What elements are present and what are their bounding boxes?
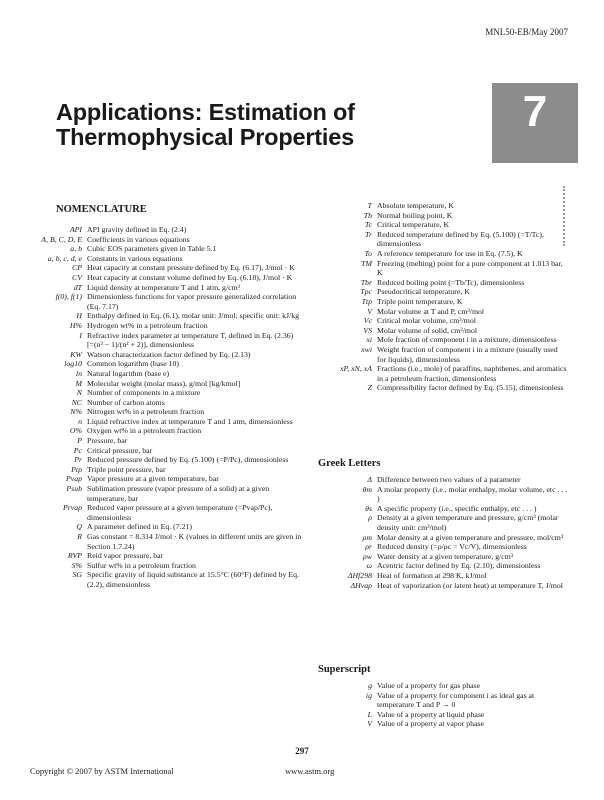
nomenclature-symbol: P bbox=[77, 436, 82, 446]
greek-letter-symbol: ρ bbox=[368, 513, 372, 523]
nomenclature-definition: Freezing (melting) point for a pure component at 1.013 bar, K bbox=[377, 258, 563, 278]
nomenclature-symbol: xwi bbox=[361, 344, 372, 354]
greek-letter-entry bbox=[318, 552, 568, 562]
nomenclature-symbol: n bbox=[78, 416, 82, 426]
nomenclature-definition: Critical temperature, K bbox=[377, 220, 450, 230]
greek-letter-definition: A specific property (i.e., specific enthalpy, etc . . . ) bbox=[377, 503, 537, 513]
superscript-heading: Superscript bbox=[318, 664, 371, 675]
chapter-number: 7 bbox=[522, 87, 548, 136]
greek-letter-entry bbox=[318, 504, 568, 514]
nomenclature-symbol: ln bbox=[75, 368, 82, 378]
nomenclature-symbol: S% bbox=[71, 560, 82, 570]
nomenclature-definition: Coefficients in various equations bbox=[87, 234, 190, 244]
copyright-notice: Copyright © 2007 by ASTM International bbox=[30, 766, 174, 776]
nomenclature-symbol: CP bbox=[72, 263, 82, 273]
nomenclature-symbol: SG bbox=[72, 570, 82, 580]
nomenclature-definition: A reference temperature for use in Eq. (7.5), K bbox=[377, 248, 523, 258]
nomenclature-left-list bbox=[30, 225, 302, 590]
greek-letters-heading: Greek Letters bbox=[318, 458, 381, 469]
greek-letter-symbol: ρw bbox=[363, 551, 372, 561]
nomenclature-entry bbox=[30, 426, 302, 436]
greek-letter-definition: Reduced density (=ρ/ρc = Vc/V), dimensionless bbox=[377, 542, 527, 552]
nomenclature-entry bbox=[318, 230, 568, 249]
nomenclature-symbol: Psub bbox=[66, 484, 82, 494]
nomenclature-symbol: CV bbox=[72, 272, 82, 282]
nomenclature-definition: Sulfur wt% in a petroleum fraction bbox=[87, 560, 196, 570]
document-id: MNL50-EB/May 2007 bbox=[485, 27, 568, 37]
nomenclature-definition: Mole fraction of component i in a mixture, dimensionless bbox=[377, 335, 557, 345]
nomenclature-definition: Molar volume at T and P, cm³/mol bbox=[377, 306, 485, 316]
nomenclature-entry bbox=[318, 307, 568, 317]
nomenclature-entry bbox=[318, 335, 568, 345]
nomenclature-definition: Molar volume of solid, cm³/mol bbox=[377, 325, 478, 335]
nomenclature-entry bbox=[30, 561, 302, 571]
superscript-definition: Value of a property at liquid phase bbox=[377, 709, 485, 719]
superscript-definition: Value of a property at vapor phase bbox=[377, 719, 484, 729]
nomenclature-entry bbox=[30, 311, 302, 321]
nomenclature-definition: Reduced temperature defined by Eq. (5.100) (=T/Tc), dimensionless bbox=[377, 229, 544, 249]
nomenclature-entry bbox=[318, 211, 568, 221]
nomenclature-symbol: RVP bbox=[67, 551, 82, 561]
greek-letter-entry bbox=[318, 561, 568, 571]
nomenclature-symbol: Z bbox=[367, 383, 372, 393]
nomenclature-entry bbox=[30, 321, 302, 331]
nomenclature-symbol: Tr bbox=[365, 229, 372, 239]
greek-letter-definition: Heat of formation at 298 K, kJ/mol bbox=[377, 570, 487, 580]
nomenclature-definition: Reduced boiling point (=Tb/Tc), dimensionless bbox=[377, 277, 525, 287]
nomenclature-entry bbox=[30, 407, 302, 417]
greek-letter-symbol: ρm bbox=[362, 532, 372, 542]
nomenclature-symbol: H% bbox=[69, 320, 82, 330]
nomenclature-definition: Natural logarithm (base e) bbox=[87, 368, 170, 378]
nomenclature-entry bbox=[318, 220, 568, 230]
nomenclature-entry bbox=[30, 379, 302, 389]
nomenclature-definition: Normal boiling point, K bbox=[377, 210, 453, 220]
nomenclature-entry bbox=[30, 465, 302, 475]
nomenclature-definition: Reduced pressure defined by Eq. (5.100) (=P/Pc), dimensionless bbox=[87, 455, 289, 465]
nomenclature-definition: Triple point temperature, K bbox=[377, 296, 463, 306]
nomenclature-entry bbox=[30, 369, 302, 379]
greek-letter-entry bbox=[318, 485, 568, 504]
nomenclature-definition: Critical pressure, bar bbox=[87, 445, 153, 455]
superscript-entry bbox=[318, 710, 568, 720]
nomenclature-symbol: a, b bbox=[70, 244, 82, 254]
nomenclature-symbol: Ptp bbox=[71, 464, 82, 474]
nomenclature-symbol: VS bbox=[363, 325, 372, 335]
nomenclature-symbol: Tb bbox=[363, 210, 372, 220]
nomenclature-symbol: H bbox=[76, 311, 82, 321]
greek-letter-definition: Molar density at a given temperature and pressure, mol/cm³ bbox=[377, 532, 564, 542]
greek-letter-definition: Water density at a given temperature, g/cm³ bbox=[377, 551, 514, 561]
nomenclature-symbol: Q bbox=[76, 522, 82, 532]
nomenclature-definition: Hydrogen wt% in a petroleum fraction bbox=[87, 320, 208, 330]
superscript-list bbox=[318, 681, 568, 729]
greek-letter-definition: Acentric factor defined by Eq. (2.10), dimensionless bbox=[377, 561, 541, 571]
greek-letter-entry bbox=[318, 542, 568, 552]
nomenclature-entry bbox=[30, 446, 302, 456]
nomenclature-definition: Fractions (i.e., mole) of paraffins, naphthenes, and aromatics in a petroleum fraction, dimensionless bbox=[377, 364, 567, 383]
greek-letter-entry bbox=[318, 581, 568, 591]
nomenclature-symbol: xi bbox=[366, 335, 372, 345]
superscript-entry bbox=[318, 719, 568, 729]
nomenclature-symbol: Pvap bbox=[65, 474, 82, 484]
nomenclature-definition: Molecular weight (molar mass), g/mol [kg/kmol] bbox=[87, 378, 241, 388]
greek-letter-entry bbox=[318, 533, 568, 543]
nomenclature-definition: Dimensionless functions for vapor pressure generalized correlation (Eq. 7.17) bbox=[87, 292, 297, 311]
nomenclature-symbol: To bbox=[364, 248, 372, 258]
nomenclature-entry bbox=[30, 331, 302, 350]
nomenclature-definition: Liquid refractive index at temperature T and 1 atm, dimensionless bbox=[87, 416, 293, 426]
nomenclature-entry bbox=[30, 292, 302, 311]
nomenclature-symbol: TM bbox=[361, 258, 372, 268]
nomenclature-symbol: Tpc bbox=[360, 287, 372, 297]
superscript-symbol: V bbox=[367, 719, 372, 729]
nomenclature-definition: Watson characterization factor defined by Eq. (2.13) bbox=[87, 349, 251, 359]
nomenclature-definition: Specific gravity of liquid substance at 15.5°C (60°F) defined by Eq. (2.2), dimensionless bbox=[87, 570, 299, 589]
nomenclature-symbol: I bbox=[79, 330, 82, 340]
nomenclature-symbol: Tbr bbox=[360, 277, 372, 287]
greek-letter-symbol: ω bbox=[366, 561, 372, 571]
nomenclature-definition: Reduced vapor pressure at a given temperature (=Pvap/Pc), dimensionless bbox=[87, 503, 273, 522]
nomenclature-definition: Cubic EOS parameters given in Table 5.1 bbox=[87, 244, 217, 254]
nomenclature-definition: Pressure, bar bbox=[87, 436, 128, 446]
nomenclature-entry bbox=[30, 350, 302, 360]
nomenclature-definition: Absolute temperature, K bbox=[377, 201, 454, 210]
nomenclature-entry bbox=[30, 273, 302, 283]
nomenclature-entry bbox=[30, 503, 302, 522]
superscript-definition: Value of a property for gas phase bbox=[377, 681, 481, 690]
nomenclature-definition: Enthalpy defined in Eq. (6.1), molar unit: J/mol; specific unit: kJ/kg bbox=[87, 311, 299, 321]
nomenclature-entry bbox=[30, 551, 302, 561]
nomenclature-entry bbox=[30, 225, 302, 235]
greek-letter-definition: Density at a given temperature and pressure, g/cm³ (molar density unit: cm³/mol) bbox=[377, 513, 559, 532]
nomenclature-entry bbox=[30, 417, 302, 427]
nomenclature-definition: Reid vapor pressure, bar bbox=[87, 551, 164, 561]
greek-letter-entry bbox=[318, 475, 568, 485]
nomenclature-entry bbox=[30, 474, 302, 484]
nomenclature-symbol: Prvap bbox=[62, 503, 82, 513]
superscript-symbol: g bbox=[368, 681, 372, 690]
nomenclature-entry bbox=[30, 254, 302, 264]
nomenclature-definition: A parameter defined in Eq. (7.21) bbox=[87, 522, 193, 532]
nomenclature-symbol: API bbox=[69, 225, 82, 234]
nomenclature-entry bbox=[30, 359, 302, 369]
superscript-definition: Value of a property for component i as ideal gas at temperature T and P → 0 bbox=[377, 690, 535, 710]
nomenclature-entry bbox=[318, 326, 568, 336]
nomenclature-definition: Heat capacity at constant volume defined by Eq. (6.18), J/mol · K bbox=[87, 272, 293, 282]
greek-letter-definition: Difference between two values of a parameter bbox=[377, 475, 521, 484]
nomenclature-entry bbox=[30, 235, 302, 245]
nomenclature-definition: Constants in various equations bbox=[87, 253, 183, 263]
nomenclature-symbol: N bbox=[76, 388, 82, 398]
nomenclature-entry bbox=[318, 201, 568, 211]
nomenclature-entry bbox=[318, 259, 568, 278]
nomenclature-symbol: dT bbox=[73, 282, 82, 292]
nomenclature-symbol: M bbox=[75, 378, 82, 388]
nomenclature-entry bbox=[30, 244, 302, 254]
nomenclature-symbol: T bbox=[367, 201, 372, 210]
nomenclature-symbol: xP, xN, xA bbox=[340, 364, 372, 374]
greek-letter-symbol: θs bbox=[365, 503, 372, 513]
nomenclature-entry bbox=[30, 436, 302, 446]
nomenclature-definition: Pseudocritical temperature, K bbox=[377, 287, 470, 297]
greek-letter-definition: A molar property (i.e., molar enthalpy, molar volume, etc . . . ) bbox=[377, 484, 568, 504]
nomenclature-symbol: Pr bbox=[74, 455, 82, 465]
nomenclature-definition: Gas constant = 8.314 J/mol · K (values in different units are given in Section 1.7.24) bbox=[87, 532, 302, 551]
nomenclature-entry bbox=[30, 570, 302, 589]
nomenclature-entry bbox=[318, 345, 568, 364]
nomenclature-definition: Triple point pressure, bar bbox=[87, 464, 166, 474]
greek-letters-list bbox=[318, 475, 568, 590]
nomenclature-symbol: f(0), f(1) bbox=[55, 292, 82, 302]
nomenclature-definition: Heat capacity at constant pressure defined by Eq. (6.17), J/mol · K bbox=[87, 263, 295, 273]
nomenclature-symbol: Vc bbox=[363, 316, 372, 326]
greek-letter-symbol: ΔHvap bbox=[350, 580, 372, 590]
nomenclature-symbol: V bbox=[367, 306, 372, 316]
nomenclature-symbol: A, B, C, D, E bbox=[41, 234, 82, 244]
nomenclature-entry bbox=[318, 383, 568, 393]
greek-letter-definition: Heat of vaporization (or latent heat) at temperature T, J/mol bbox=[377, 580, 563, 590]
nomenclature-definition: Number of components in a mixture bbox=[87, 388, 201, 398]
greek-letter-symbol: θm bbox=[362, 484, 372, 494]
superscript-entry bbox=[318, 681, 568, 691]
nomenclature-entry bbox=[30, 455, 302, 465]
superscript-entry bbox=[318, 691, 568, 710]
nomenclature-symbol: O% bbox=[69, 426, 82, 436]
nomenclature-definition: Nitrogen wt% in a petroleum fraction bbox=[87, 407, 205, 417]
nomenclature-entry bbox=[30, 484, 302, 503]
nomenclature-definition: Liquid density at temperature T and 1 atm, g/cm³ bbox=[87, 282, 240, 292]
nomenclature-entry bbox=[30, 263, 302, 273]
nomenclature-entry bbox=[30, 398, 302, 408]
nomenclature-definition: Weight fraction of component i in a mixture (usually used for liquids), dimensionless bbox=[377, 344, 558, 364]
website-url: www.astm.org bbox=[285, 766, 335, 776]
superscript-symbol: ig bbox=[365, 690, 372, 700]
nomenclature-definition: Number of carbon atoms bbox=[87, 397, 165, 407]
greek-letter-symbol: ΔHf298 bbox=[347, 570, 372, 580]
nomenclature-symbol: a, b, c, d, e bbox=[47, 253, 82, 263]
nomenclature-entry bbox=[30, 532, 302, 551]
nomenclature-entry bbox=[30, 522, 302, 532]
nomenclature-symbol: Ttp bbox=[361, 296, 372, 306]
nomenclature-entry bbox=[30, 388, 302, 398]
nomenclature-symbol: R bbox=[77, 532, 82, 541]
nomenclature-definition: Vapor pressure at a given temperature, bar bbox=[87, 474, 219, 484]
nomenclature-definition: API gravity defined in Eq. (2.4) bbox=[87, 225, 187, 234]
nomenclature-entry bbox=[318, 297, 568, 307]
chapter-number-box bbox=[492, 83, 578, 163]
nomenclature-entry bbox=[318, 278, 568, 288]
nomenclature-entry bbox=[318, 364, 568, 383]
nomenclature-symbol: N% bbox=[70, 407, 82, 417]
nomenclature-right-list bbox=[318, 201, 568, 393]
nomenclature-definition: Oxygen wt% in a petroleum fraction bbox=[87, 426, 202, 436]
chapter-title: Applications: Estimation of Thermophysical Properties bbox=[56, 99, 355, 150]
nomenclature-definition: Sublimation pressure (vapor pressure of a solid) at a given temperature, bar bbox=[87, 484, 270, 503]
nomenclature-entry bbox=[318, 316, 568, 326]
greek-letter-entry bbox=[318, 513, 568, 532]
superscript-symbol: L bbox=[367, 709, 372, 719]
nomenclature-entry bbox=[30, 283, 302, 293]
nomenclature-entry bbox=[318, 249, 568, 259]
nomenclature-symbol: Tc bbox=[364, 220, 372, 230]
nomenclature-definition: Common logarithm (base 10) bbox=[87, 359, 180, 369]
nomenclature-symbol: log10 bbox=[64, 359, 82, 369]
nomenclature-heading: NOMENCLATURE bbox=[56, 204, 147, 215]
greek-letter-symbol: ρr bbox=[365, 542, 372, 552]
nomenclature-definition: Compressibility factor defined by Eq. (5.15), dimensionless bbox=[377, 383, 564, 393]
nomenclature-symbol: KW bbox=[70, 349, 82, 359]
page-number: 297 bbox=[295, 746, 309, 756]
nomenclature-definition: Critical molar volume, cm³/mol bbox=[377, 316, 476, 326]
nomenclature-entry bbox=[318, 287, 568, 297]
nomenclature-definition: Refractive index parameter at temperature T, defined in Eq. (2.36) [=(n² − 1)/(n² + 2)], dimensionless bbox=[87, 330, 294, 350]
nomenclature-symbol: Pc bbox=[73, 445, 82, 455]
greek-letter-entry bbox=[318, 571, 568, 581]
greek-letter-symbol: Δ bbox=[367, 475, 372, 484]
nomenclature-symbol: NC bbox=[71, 397, 82, 407]
